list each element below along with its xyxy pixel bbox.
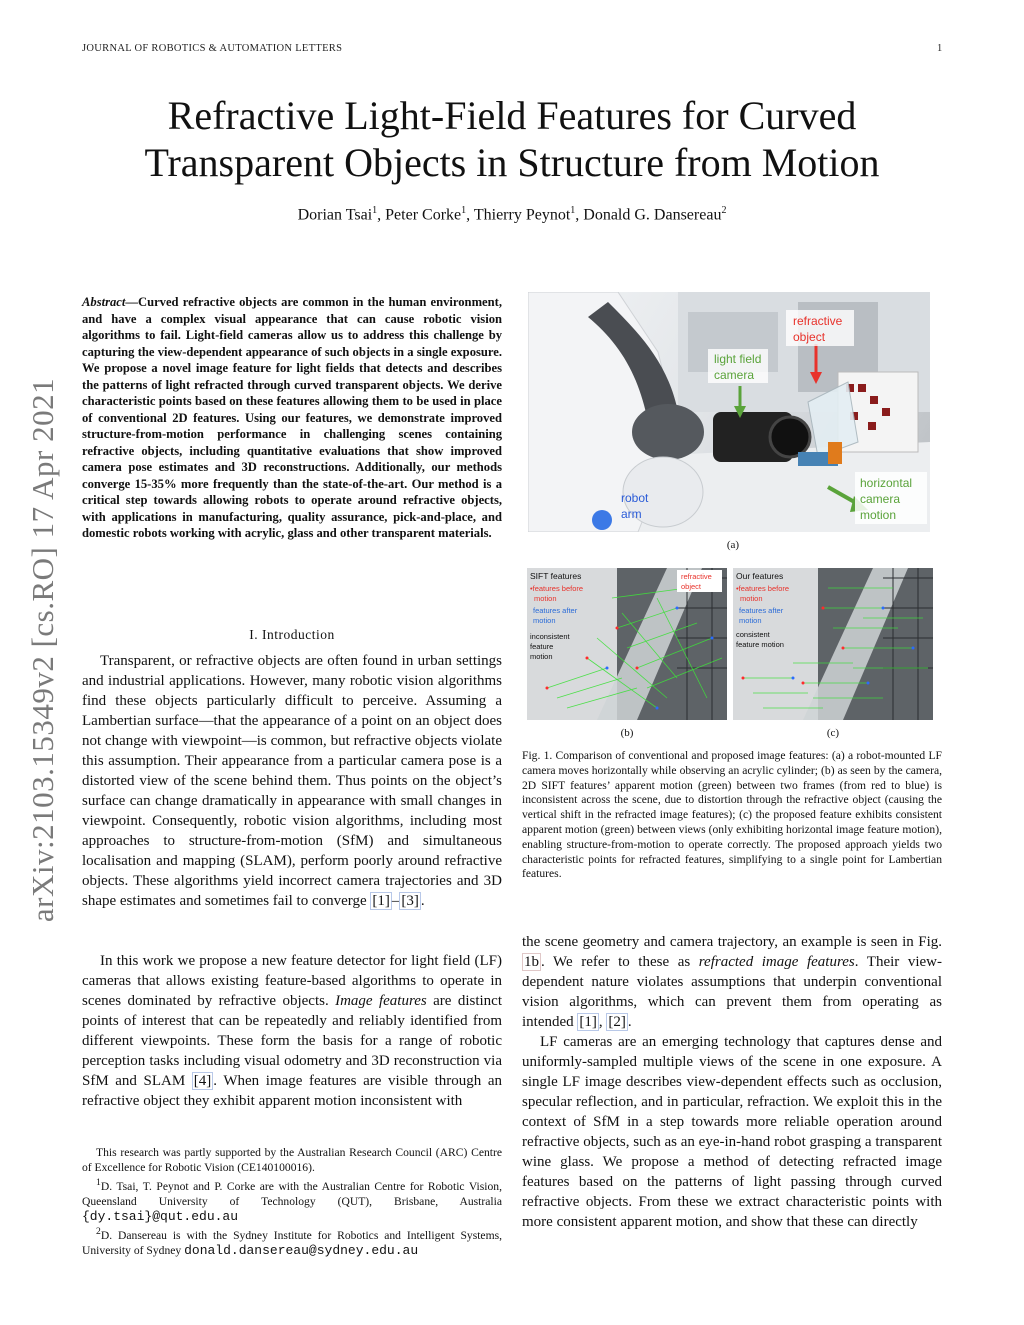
figure-caption: Fig. 1. Comparison of conventional and proposed image features: (a) a robot-mounted LF camera moves horizontally while observing an acrylic cylinder; (b) as seen by the camera, 2D SIFT features’ apparent motion (green) between two frames (from red to blue) is inconsistent across the scene, due to distortion through the refractive object (causing the vertical shift in the refracted image features); (c) the proposed feature exhibits consistent apparent motion (green) between views (only exhibiting horizontal image feature motion), enabling structure-from-motion to operate correctly. The proposed approach yields two characteristic points for refracted features, simplifying to a single point for Lambertian features. xyxy=(522,749,942,881)
annotation-refractive-object: object xyxy=(681,582,702,591)
author-affiliation: 1 xyxy=(372,205,378,216)
annotation-light-field-camera: light field xyxy=(714,352,762,366)
sift-features-illustration xyxy=(527,568,727,720)
author-affiliation: 2 xyxy=(721,205,727,216)
proposed-features-illustration xyxy=(733,568,933,720)
author-list: Dorian Tsai$^1$, Peter Corke$^1$, Thierry Peynot$^1$, Donald G. Dansereau$^2$ xyxy=(297,205,727,224)
paragraph-text: are distinct points of interest that can be repeatedly and reliably identified from different viewpoints. These form the basis for a range of robotic perception tasks including visual odometry and 3D reconstruction via SfM and SLAM xyxy=(82,993,502,1089)
legend-features-before: motion xyxy=(740,594,763,603)
email-link[interactable]: donald.dansereau@sydney.edu.au xyxy=(184,1242,419,1258)
legend-features-after: features after xyxy=(739,606,784,615)
legend-features-after: motion xyxy=(739,616,762,625)
annotation-consistent-motion: feature motion xyxy=(736,640,784,649)
paragraph-text: Transparent, or refractive objects are often found in urban settings and industrial applications. However, many robotic vision algorithms find these objects particularly difficult to perceive. Assuming a Lambertian surface—that the appearance of a point on an object does not change with viewpoint—is common, but refractive objects violate this assumption. Their appearance from a particular camera pose is a distorted view of the scene behind them. Thus points on the object’s surface can change dramatically in appearance with small changes in viewpoint. Consequently, robotic vision algorithms, including most approaches to structure-from-motion (SfM) and simultaneous localisation and mapping (SLAM), perform poorly around refractive objects. These algorithms yield incorrect camera trajectories and 3D shape estimates and sometimes fail to converge xyxy=(82,653,502,909)
annotation-inconsistent-motion: motion xyxy=(530,652,553,661)
author-name: Dorian Tsai xyxy=(297,206,373,224)
author-name: Donald G. Dansereau xyxy=(583,206,722,224)
legend-features-after: motion xyxy=(533,616,556,625)
title-line-1: Refractive Light-Field Features for Curved xyxy=(167,93,857,138)
legend-features-before: motion xyxy=(534,594,557,603)
annotation-refractive-object: object xyxy=(793,330,826,344)
footnote-text: D. Dansereau is with the Sydney Institute for Robotics and Intelligent Systems, University of Sydney xyxy=(82,1228,502,1257)
legend-features-before: •features before xyxy=(736,584,790,593)
footnotes xyxy=(82,1145,502,1258)
paragraph-text: . xyxy=(627,1014,632,1030)
right-paragraph-1 xyxy=(522,932,942,1032)
annotation-refractive-object: refractive xyxy=(681,572,712,581)
legend-features-before: •features before xyxy=(530,584,584,593)
annotation-refractive-object: refractive xyxy=(793,314,843,328)
footnote-mark: 2 xyxy=(96,1225,101,1237)
figure-1b-sift-features xyxy=(527,568,727,720)
citation-link[interactable]: [1] xyxy=(579,1014,597,1030)
title-line-2: Transparent Objects in Structure from Motion xyxy=(144,140,880,185)
emphasis-text: refracted image features xyxy=(698,954,855,970)
paper-title xyxy=(0,92,1024,186)
subfigure-title: Our features xyxy=(736,571,784,581)
subfigure-label-c: (c) xyxy=(826,727,840,739)
figure-1c-proposed-features xyxy=(733,568,933,720)
footnote-text: D. Tsai, T. Peynot and P. Corke are with the Australian Centre for Robotic Vision, Queensland University of Technology (QUT), Brisbane, Australia xyxy=(82,1179,502,1208)
paragraph-text: , xyxy=(598,1014,607,1030)
citation-link[interactable]: [3] xyxy=(401,893,419,909)
citation-link[interactable]: [2] xyxy=(608,1014,626,1030)
footnote-2 xyxy=(82,1224,502,1258)
running-header: JOURNAL OF ROBOTICS & AUTOMATION LETTERS xyxy=(82,43,343,54)
arxiv-stamp: arXiv:2103.15349v2 [cs.RO] 17 Apr 2021 xyxy=(25,377,60,923)
emphasis-text: Image features xyxy=(335,993,427,1009)
paragraph-text: . xyxy=(420,893,425,909)
paragraph-text: – xyxy=(391,893,400,909)
annotation-robot-arm: arm xyxy=(621,507,642,521)
annotation-consistent-motion: consistent xyxy=(736,630,770,639)
annotation-horizontal-camera-motion: motion xyxy=(860,508,897,522)
paragraph-text: . Their view-dependent nature violates assumptions that underpin conventional vision algorithms, which can prevent them from operating as intended xyxy=(522,954,942,1030)
right-paragraph-2: LF cameras are an emerging technology that captures dense and uniformly-sampled multiple views of the scene in one exposure. A single LF image describes view-dependent effects such as occlusion, specular reflection, and in particular, refraction. We exploit this in the context of SfM in a step towards more reliable operation around refractive objects, such as an eye-in-hand robot grasping a transparent wine glass. We propose a method of detecting refracted image features based on the patterns of light passing through curved refractive objects. From these we extract characteristic points with more consistent apparent motion, and show that these can directly xyxy=(522,1034,942,1230)
footnote-1 xyxy=(82,1175,502,1224)
paragraph-text: . When image features are visible through an refractive object they exhibit apparent motion inconsistent with xyxy=(82,1073,502,1109)
intro-paragraph-1 xyxy=(82,651,502,911)
section-heading-introduction: I. Introduction xyxy=(249,627,335,642)
citation-link[interactable]: [1] xyxy=(372,893,390,909)
abstract xyxy=(82,294,502,542)
paragraph-text: the scene geometry and camera trajectory, an example is seen in Fig. xyxy=(522,934,942,950)
robot-scene-illustration xyxy=(528,292,930,532)
subfigure-title: SIFT features xyxy=(530,571,582,581)
page-number: 1 xyxy=(937,43,943,54)
intro-paragraph-2 xyxy=(82,951,502,1111)
paragraph-text: In this work we propose a new feature detector for light field (LF) cameras that allows existing feature-based algorithms to operate in scenes dominated by refractive objects. xyxy=(82,953,502,1009)
email-link[interactable]: {dy.tsai}@qut.edu.au xyxy=(82,1208,239,1224)
author-name: Thierry Peynot xyxy=(473,206,571,224)
abstract-text: —Curved refractive objects are common in the human environment, and have a complex visual appearance that can cause robotic vision algorithms to fail. Light-field cameras allow us to address this challenge by capturing the view-dependent appearance of such objects in a single exposure. We propose a novel image feature for light fields that detects and describes the patterns of light refracted through curved transparent objects. We derive characteristic points based on these features allowing them to be used in place of conventional 2D features. Using our features, we demonstrate improved structure-from-motion performance in challenging scenes containing refractive objects, including quantitative evaluations that show improved camera pose estimates and 3D reconstructions. Additionally, our methods converge 15-35% more frequently than the state-of-the-art. Our method is a critical step towards allowing robots to operate around refractive objects, with applications in manufacturing, quality assurance, pick-and-place, and domestic robots working with acrylic, glass and other transparent materials. xyxy=(82,295,502,540)
annotation-inconsistent-motion: feature xyxy=(530,642,554,651)
author-name: Peter Corke xyxy=(385,206,462,224)
annotation-inconsistent-motion: inconsistent xyxy=(530,632,570,641)
subfigure-label-b: (b) xyxy=(620,727,634,739)
funding-note: This research was partly supported by the Australian Research Council (ARC) Centre of Excellence for Robotic Vision (CE140100016). xyxy=(82,1146,502,1174)
annotation-horizontal-camera-motion: horizontal xyxy=(860,476,913,490)
author-affiliation: 1 xyxy=(461,205,467,216)
annotation-light-field-camera: camera xyxy=(714,368,755,382)
figure-ref-link[interactable]: 1b xyxy=(524,954,539,970)
abstract-label: Abstract xyxy=(82,295,126,309)
author-affiliation: 1 xyxy=(570,205,576,216)
subfigure-label-a: (a) xyxy=(726,539,740,551)
annotation-robot-arm: robot xyxy=(621,491,649,505)
legend-features-after: features after xyxy=(533,606,578,615)
annotation-horizontal-camera-motion: camera xyxy=(860,492,901,506)
citation-link[interactable]: [4] xyxy=(193,1073,212,1089)
paragraph-text: . We refer to these as xyxy=(541,954,699,970)
figure-1a-photo xyxy=(528,292,930,532)
footnote-mark: 1 xyxy=(96,1177,101,1188)
